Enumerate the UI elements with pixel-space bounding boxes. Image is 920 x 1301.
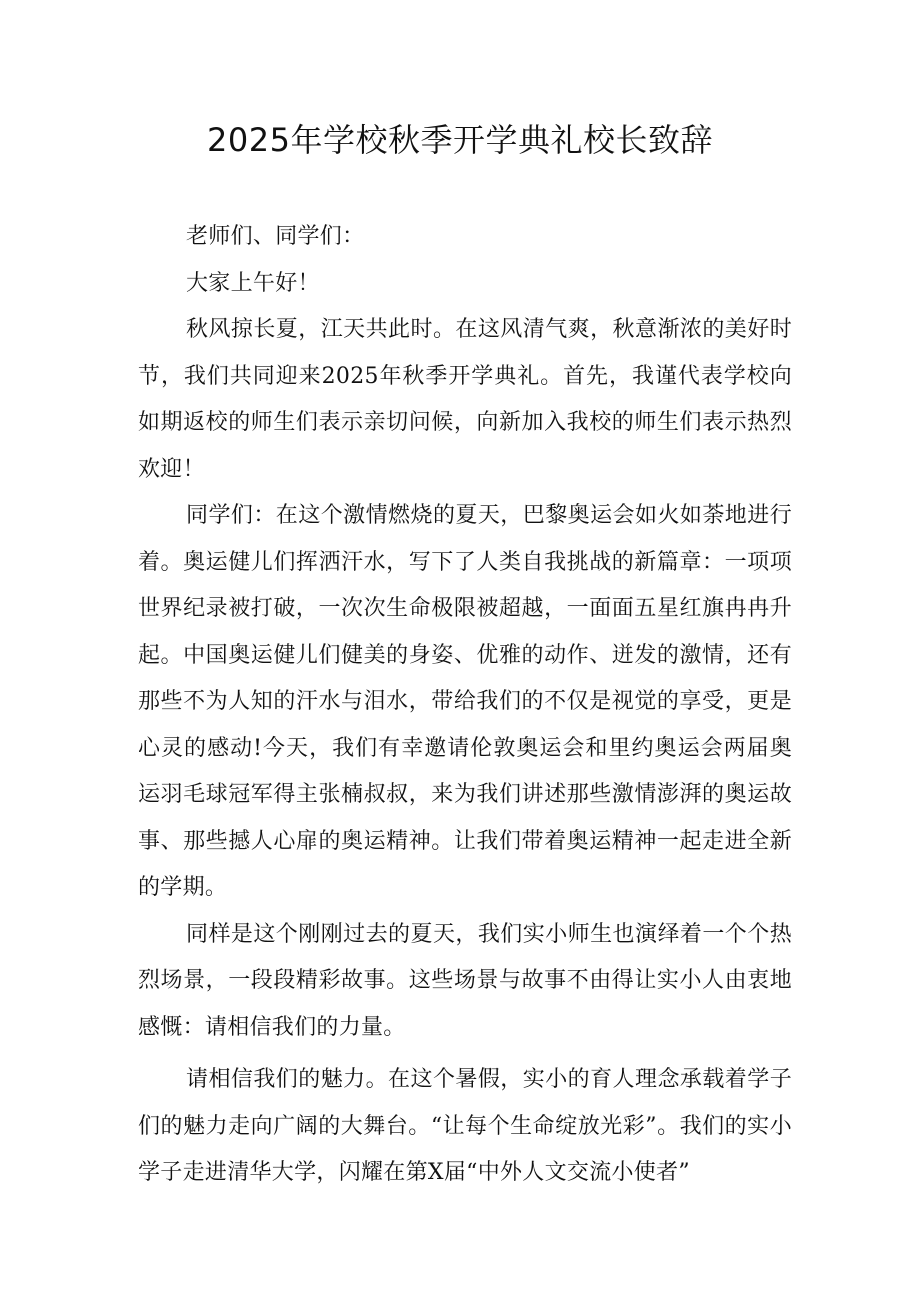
body-paragraph: 请相信我们的魅力。在这个暑假，实小的育人理念承载着学子们的魅力走向广阔的大舞台。“让每个生命绽放光彩”。我们的实小学子走进清华大学，闪耀在第X届“中外人文交流小使者”: [138, 1067, 792, 1185]
salutation-paragraph: 老师们、同学们：: [186, 224, 365, 249]
document-title: 2025年学校秋季开学典礼校长致辞: [207, 121, 713, 159]
document-body: [138, 214, 792, 1197]
body-paragraph: 同学们：在这个激情燃烧的夏天，巴黎奥运会如火如荼地进行着。奥运健儿们挥洒汗水，写下了人类自我挑战的新篇章：一项项世界纪录被打破，一次次生命极限被超越，一面面五星红旗冉冉升起。中国奥运健儿们健美的身姿、优雅的动作、迸发的激情，还有那些不为人知的汗水与泪水，带给我们的不仅是视觉的享受，更是心灵的感动!今天，我们有幸邀请伦敦奥运会和里约奥运会两届奥运羽毛球冠军得主张楠叔叔，来为我们讲述那些激情澎湃的奥运故事、那些撼人心扉的奥运精神。让我们带着奥运精神一起走进全新的学期。: [138, 503, 792, 900]
body-paragraph: 同样是这个刚刚过去的夏天，我们实小师生也演绎着一个个热烈场景，一段段精彩故事。这些场景与故事不由得让实小人由衷地感慨：请相信我们的力量。: [138, 921, 792, 1040]
body-paragraph: 秋风掠长夏，江天共此时。在这风清气爽，秋意渐浓的美好时节，我们共同迎来2025年秋季开学典礼。首先，我谨代表学校向如期返校的师生们表示亲切问候，向新加入我校的师生们表示热烈欢迎！: [138, 317, 792, 482]
greeting-paragraph: 大家上午好！: [186, 270, 320, 296]
